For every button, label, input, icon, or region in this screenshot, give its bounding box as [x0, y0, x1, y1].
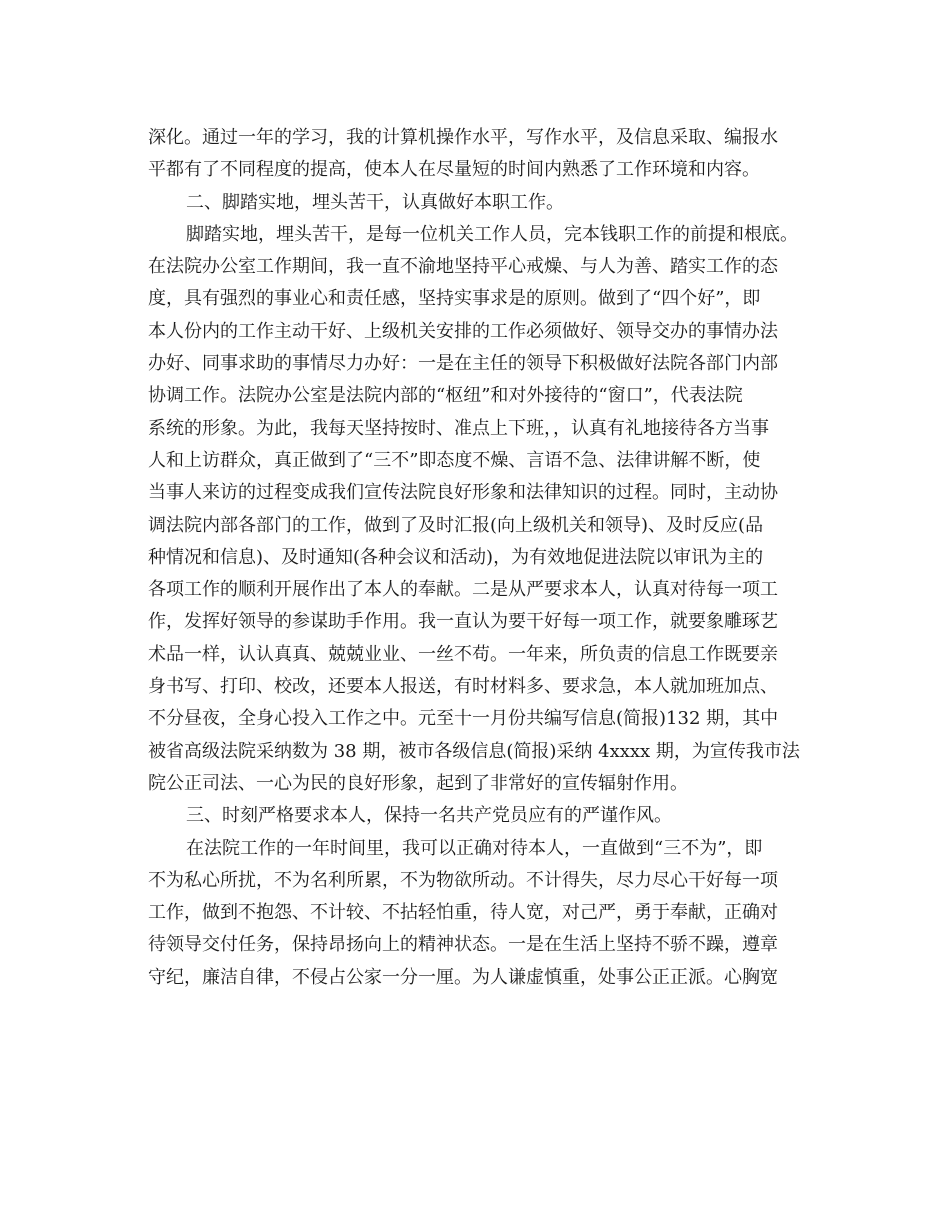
text-line: 各项工作的顺利开展作出了本人的奉献。二是从严要求本人，认真对待每一项工 — [148, 579, 778, 601]
text-line: 办好、同事求助的事情尽力办好：一是在主任的领导下积极做好法院各部门内部 — [148, 353, 778, 375]
text-line: 不为私心所扰，不为名利所累，不为物欲所动。不计得失，尽力尽心干好每一项 — [148, 869, 778, 891]
text-line: 本人份内的工作主动干好、上级机关安排的工作必须做好、领导交办的事情办法 — [148, 320, 778, 342]
text-line: 人和上访群众，真正做到了“三不”即态度不燥、言语不急、法律讲解不断，使 — [148, 449, 761, 471]
text-line: 平都有了不同程度的提高，使本人在尽量短的时间内熟悉了工作环境和内容。 — [148, 159, 760, 181]
text-line: 深化。通过一年的学习，我的计算机操作水平，写作水平，及信息采取、编报水 — [148, 127, 778, 148]
document-body — [148, 122, 808, 994]
text-line: 守纪，廉洁自律，不侵占公家一分一厘。为人谦虚慎重，处事公正正派。心胸宽 — [148, 966, 778, 988]
text-line: 院公正司法、一心为民的良好形象，起到了非常好的宣传辐射作用。 — [148, 772, 688, 794]
text-line: 工作，做到不抱怨、不计较、不拈轻怕重，待人宽，对己严，勇于奉献，正确对 — [148, 902, 778, 924]
text-line: 系统的形象。为此，我每天坚持按时、准点上下班，，认真有礼地接待各方当事 — [148, 417, 769, 439]
text-line: 协调工作。法院办公室是法院内部的“枢纽”和对外接待的“窗口”，代表法院 — [148, 385, 743, 407]
text-line: 不分昼夜，全身心投入工作之中。元至十一月份共编写信息(简报)132 期，其中 — [148, 708, 779, 730]
text-line: 被省高级法院采纳数为 38 期，被市各级信息(简报)采纳 4xxxx 期，为宣传我市法 — [148, 740, 800, 762]
text-line: 度，具有强烈的事业心和责任感，坚持实事求是的原则。做到了“四个好”，即 — [148, 288, 761, 310]
text-line: 脚踏实地，埋头苦干，是每一位机关工作人员，完本钱职工作的前提和根底。 — [186, 223, 798, 245]
text-line: 在法院办公室工作期间，我一直不渝地坚持平心戒燥、与人为善、踏实工作的态 — [148, 256, 778, 278]
text-line: 二、脚踏实地，埋头苦干，认真做好本职工作。 — [186, 191, 564, 213]
text-line: 三、时刻严格要求本人，保持一名共产党员应有的严谨作风。 — [186, 805, 672, 827]
text-line: 种情况和信息)、及时通知(各种会议和活动)，为有效地促进法院以审讯为主的 — [148, 546, 764, 568]
text-line: 调法院内部各部门的工作，做到了及时汇报(向上级机关和领导)、及时反应(品 — [148, 514, 764, 536]
text-line: 作，发挥好领导的参谋助手作用。我一直认为要干好每一项工作，就要象雕琢艺 — [148, 611, 778, 633]
text-line: 身书写、打印、校改，还要本人报送，有时材料多、要求急，本人就加班加点、 — [148, 676, 778, 698]
text-line: 当事人来访的过程变成我们宣传法院良好形象和法律知识的过程。同时，主动协 — [148, 482, 778, 504]
text-line: 术品一样，认认真真、兢兢业业、一丝不苟。一年来，所负责的信息工作既要亲 — [148, 643, 778, 665]
text-line: 在法院工作的一年时间里，我可以正确对待本人，一直做到“三不为”，即 — [186, 837, 763, 859]
text-line: 待领导交付任务，保持昂扬向上的精神状态。一是在生活上坚持不骄不躁，遵章 — [148, 934, 778, 956]
